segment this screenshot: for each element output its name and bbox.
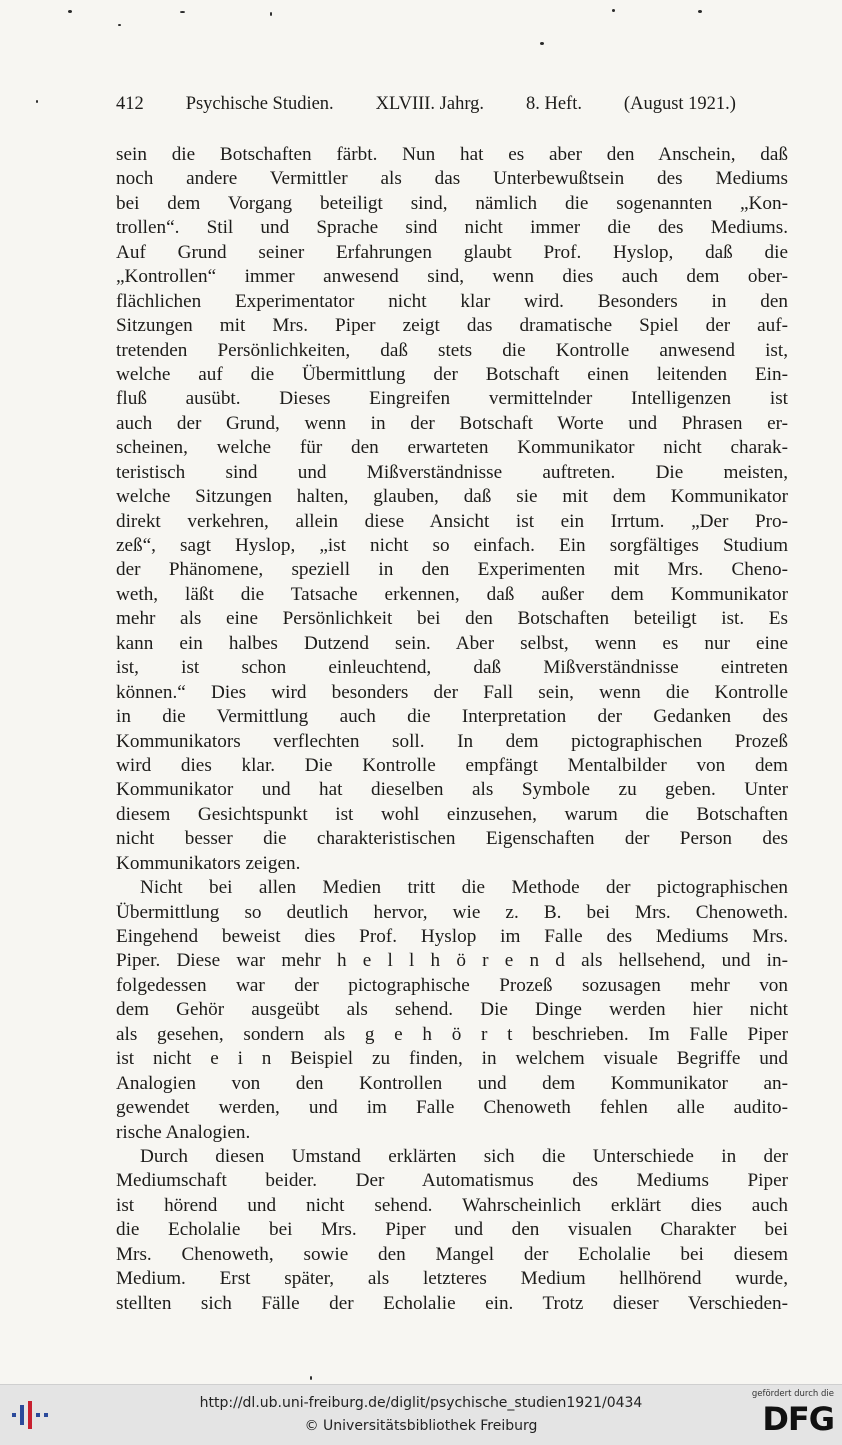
issue-date: (August 1921.) bbox=[623, 94, 736, 114]
dfg-caption: gefördert durch die bbox=[751, 1389, 834, 1399]
text-line: nicht besser die charakteristischen Eigenschaften der Person des bbox=[116, 828, 788, 850]
text-line: die Echolalie bei Mrs. Piper und den visualen Charakter bei bbox=[116, 1219, 788, 1241]
text-line: ist hörend und nicht sehend. Wahrscheinlich erklärt dies auch bbox=[116, 1194, 788, 1216]
text-line: welche Sitzungen halten, glauben, daß sie mit dem Kommunikator bbox=[116, 486, 788, 508]
scan-speck bbox=[310, 1376, 312, 1380]
text-line: Auf Grund seiner Erfahrungen glaubt Prof. Hyslop, daß die bbox=[116, 241, 788, 263]
text-line: in die Vermittlung auch die Interpretation der Gedanken des bbox=[116, 706, 788, 728]
scan-speck bbox=[698, 10, 702, 13]
dfg-logo: DFG bbox=[762, 1400, 834, 1438]
text-line: Eingehend beweist dies Prof. Hyslop im Falle des Mediums Mrs. bbox=[116, 926, 788, 947]
text-line: Durch diesen Umstand erklärten sich die Unterschiede in der bbox=[140, 1145, 788, 1167]
text-line: scheinen, welche für den erwarteten Kommunikator nicht charak- bbox=[116, 437, 788, 459]
text-line: bei dem Vorgang beteiligt sind, nämlich die sogenannten „Kon- bbox=[116, 192, 788, 214]
text-line: wird dies klar. Die Kontrolle empfängt Mentalbilder von dem bbox=[116, 754, 788, 776]
text-line: teristisch sind und Mißverständnisse auftreten. Die meisten, bbox=[116, 461, 788, 483]
text-line: Kommunikator und hat dieselben als Symbole zu geben. Unter bbox=[116, 779, 788, 801]
scan-speck bbox=[540, 42, 544, 45]
scan-speck bbox=[36, 100, 38, 103]
text-line: Sitzungen mit Mrs. Piper zeigt das dramatische Spiel der auf- bbox=[116, 315, 788, 337]
text-line: trollen“. Stil und Sprache sind nicht immer die des Mediums. bbox=[116, 217, 788, 239]
text-line: „Kontrollen“ immer anwesend sind, wenn dies auch dem ober- bbox=[116, 266, 788, 288]
scan-speck bbox=[270, 12, 272, 16]
text-line: Übermittlung so deutlich hervor, wie z. B. bei Mrs. Chenoweth. bbox=[116, 901, 788, 923]
text-line: Mediumschaft beider. Der Automatismus des Mediums Piper bbox=[116, 1170, 788, 1192]
scan-speck bbox=[68, 10, 72, 13]
text-line: flächlichen Experimentator nicht klar wird. Besonders in den bbox=[116, 290, 788, 312]
text-line: Mrs. Chenoweth, sowie den Mangel der Echolalie bei diesem bbox=[116, 1243, 788, 1265]
text-line: noch andere Vermittler als das Unterbewußtsein des Mediums bbox=[116, 168, 788, 190]
text-line: rische Analogien. bbox=[116, 1121, 251, 1143]
text-line: Kommunikators verflechten soll. In dem pictographischen Prozeß bbox=[116, 730, 788, 752]
text-line: zeß“, sagt Hyslop, „ist nicht so einfach. Ein sorgfältiges Studium bbox=[116, 535, 788, 556]
text-line: dem Gehör ausgeübt als sehend. Die Dinge werden hier nicht bbox=[116, 999, 788, 1021]
viewer-footer bbox=[0, 1384, 842, 1445]
text-line: diesem Gesichtspunkt ist wohl einzusehen, warum die Botschaften bbox=[116, 803, 788, 825]
copyright-notice: © Universitätsbibliothek Freiburg bbox=[304, 1418, 538, 1434]
text-line: als gesehen, sondern als g e h ö r t beschrieben. Im Falle Piper bbox=[116, 1023, 788, 1045]
text-line: folgedessen war der pictographische Prozeß sozusagen mehr von bbox=[116, 974, 788, 996]
text-line: mehr als eine Persönlichkeit bei den Botschaften beteiligt ist. Es bbox=[116, 608, 788, 630]
text-line: Nicht bei allen Medien tritt die Methode der pictographischen bbox=[140, 877, 788, 899]
journal-title: Psychische Studien. bbox=[185, 94, 334, 114]
scan-speck bbox=[612, 9, 615, 12]
scan-speck bbox=[180, 11, 185, 13]
text-line: ist nicht e i n Beispiel zu finden, in welchem visuale Begriffe und bbox=[116, 1048, 788, 1070]
text-line: fluß ausübt. Dieses Eingreifen vermittelnder Intelligenzen ist bbox=[116, 388, 788, 410]
permalink[interactable]: http://dl.ub.uni-freiburg.de/diglit/psychische_studien1921/0434 bbox=[199, 1395, 643, 1411]
text-line: weth, läßt die Tatsache erkennen, daß außer dem Kommunikator bbox=[116, 583, 788, 605]
scan-speck bbox=[118, 24, 121, 26]
text-line: können.“ Dies wird besonders der Fall sein, wenn die Kontrolle bbox=[116, 681, 788, 703]
running-head bbox=[116, 94, 736, 115]
text-line: Kommunikators zeigen. bbox=[116, 852, 301, 874]
body-text bbox=[116, 143, 788, 1316]
page-number: 412 bbox=[116, 94, 144, 114]
dfg-funding-badge bbox=[742, 1389, 834, 1441]
text-line: Analogien von den Kontrollen und dem Kommunikator an- bbox=[116, 1072, 788, 1094]
text-line: ist, ist schon einleuchtend, daß Mißverständnisse eintreten bbox=[116, 657, 788, 679]
text-line: Medium. Erst später, als letzteres Medium hellhörend wurde, bbox=[116, 1268, 788, 1290]
text-line: der Phänomene, speziell in den Experimenten mit Mrs. Cheno- bbox=[116, 559, 788, 581]
text-line: tretenden Persönlichkeiten, daß stets die Kontrolle anwesend ist, bbox=[116, 339, 788, 361]
text-line: stellten sich Fälle der Echolalie ein. Trotz dieser Verschieden- bbox=[116, 1292, 788, 1314]
text-line: direkt verkehren, allein diese Ansicht ist ein Irrtum. „Der Pro- bbox=[116, 510, 788, 532]
issue: 8. Heft. bbox=[525, 94, 582, 114]
text-line: auch der Grund, wenn in der Botschaft Worte und Phrasen er- bbox=[116, 412, 788, 434]
text-line: Piper. Diese war mehr h e l l h ö r e n d als hellsehend, und in- bbox=[116, 950, 788, 972]
text-line: welche auf die Übermittlung der Botschaft einen leitenden Ein- bbox=[116, 363, 788, 385]
text-line: kann ein halbes Dutzend sein. Aber selbst, wenn es nur eine bbox=[116, 632, 788, 654]
text-line: sein die Botschaften färbt. Nun hat es aber den Anschein, daß bbox=[116, 144, 788, 165]
text-line: gewendet werden, und im Falle Chenoweth fehlen alle audito- bbox=[116, 1097, 788, 1119]
volume: XLVIII. Jahrg. bbox=[375, 94, 485, 114]
